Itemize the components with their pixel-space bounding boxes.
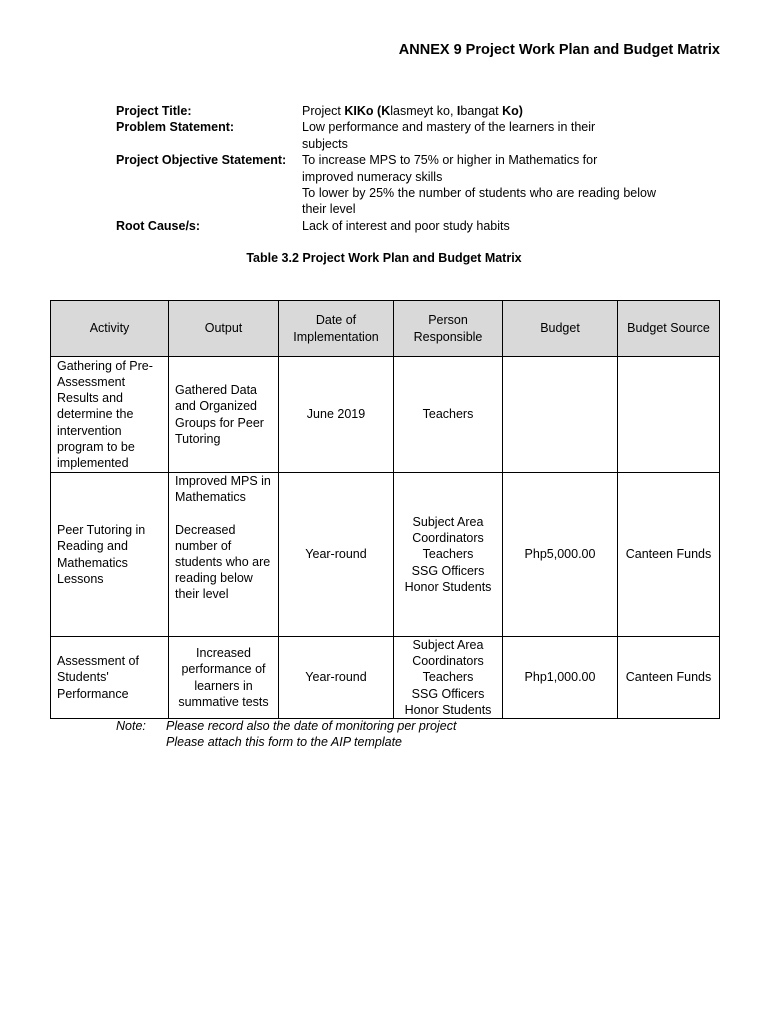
root-cause-value: Lack of interest and poor study habits [302, 218, 510, 233]
project-title-label: Project Title: [116, 104, 192, 118]
root-cause-label: Root Cause/s: [116, 218, 201, 233]
person-line: Honor Students [404, 579, 492, 594]
cell-budget: Php5,000.00 [503, 473, 618, 637]
project-title-text-3: bangat [460, 104, 503, 118]
project-title-bold-2: I [456, 104, 461, 118]
person-line: Subject Area Coordinators [412, 638, 484, 669]
note-line-1: Please record also the date of monitoring per project [166, 719, 457, 733]
project-title-value [302, 103, 656, 119]
table-caption: Table 3.2 Project Work Plan and Budget Matrix [246, 251, 522, 265]
table-row [51, 357, 720, 473]
cell-budget-source: Canteen Funds [618, 473, 720, 637]
project-title-bold-1: KIKo (K [344, 104, 391, 118]
objective-value [302, 152, 656, 218]
note-line-2: Please attach this form to the AIP template [166, 735, 402, 750]
cell-budget [503, 357, 618, 473]
output-line-1: Improved MPS in Mathematics [175, 474, 271, 505]
root-cause-row [116, 218, 656, 234]
person-line: Subject Area Coordinators [412, 514, 484, 546]
cell-person [394, 357, 503, 473]
table-row [51, 473, 720, 637]
cell-output [169, 473, 279, 637]
problem-statement-label: Problem Statement: [116, 120, 235, 135]
output-line-2: Decreased number of students who are reading below their level [175, 522, 271, 602]
annex-title: ANNEX 9 Project Work Plan and Budget Matrix [398, 42, 720, 58]
table-row [51, 637, 720, 719]
problem-statement-row [116, 119, 656, 152]
table-header-row [51, 301, 720, 357]
cell-date: Year-round [279, 473, 394, 637]
cell-person [394, 637, 503, 719]
objective-row [116, 152, 656, 218]
person-line: Teachers [422, 670, 474, 685]
output-spacer [175, 505, 272, 521]
cell-output: Increased performance of learners in summative tests [169, 637, 279, 719]
header-budget: Budget [503, 301, 618, 357]
cell-output: Gathered Data and Organized Groups for Peer Tutoring [169, 357, 279, 473]
person-line: SSG Officers [411, 686, 485, 701]
cell-activity: Gathering of Pre-Assessment Results and determine the intervention program to be implemented [51, 357, 169, 473]
person-line: Teachers [422, 407, 474, 422]
note [116, 718, 456, 751]
cell-activity: Peer Tutoring in Reading and Mathematics Lessons [51, 473, 169, 637]
person-line: Teachers [422, 547, 474, 562]
cell-budget-source: Canteen Funds [618, 637, 720, 719]
note-text [166, 718, 456, 751]
header-date: Date of Implementation [279, 301, 394, 357]
cell-budget-source [618, 357, 720, 473]
cell-activity: Assessment of Students' Performance [51, 637, 169, 719]
project-title-text-2: lasmeyt ko, [390, 104, 457, 118]
work-plan-table [50, 300, 720, 719]
cell-date: Year-round [279, 637, 394, 719]
project-info [116, 103, 656, 234]
project-title-bold-3: Ko) [502, 104, 523, 118]
objective-label: Project Objective Statement: [116, 153, 287, 168]
project-title-row [116, 103, 656, 119]
header-activity: Activity [51, 301, 169, 357]
cell-date: June 2019 [279, 357, 394, 473]
cell-person [394, 473, 503, 637]
objective-value-1: To increase MPS to 75% or higher in Mathematics for improved numeracy skills [302, 153, 598, 184]
header-budget-source: Budget Source [618, 301, 720, 357]
header-person: Person Responsible [394, 301, 503, 357]
person-line: Honor Students [404, 702, 492, 717]
project-title-prefix: Project [302, 104, 345, 118]
cell-budget: Php1,000.00 [503, 637, 618, 719]
problem-statement-value: Low performance and mastery of the learners in their subjects [302, 120, 596, 151]
note-label: Note: [116, 719, 146, 733]
header-output: Output [169, 301, 279, 357]
person-line: SSG Officers [411, 563, 485, 578]
objective-value-2: To lower by 25% the number of students who are reading below their level [302, 186, 656, 217]
